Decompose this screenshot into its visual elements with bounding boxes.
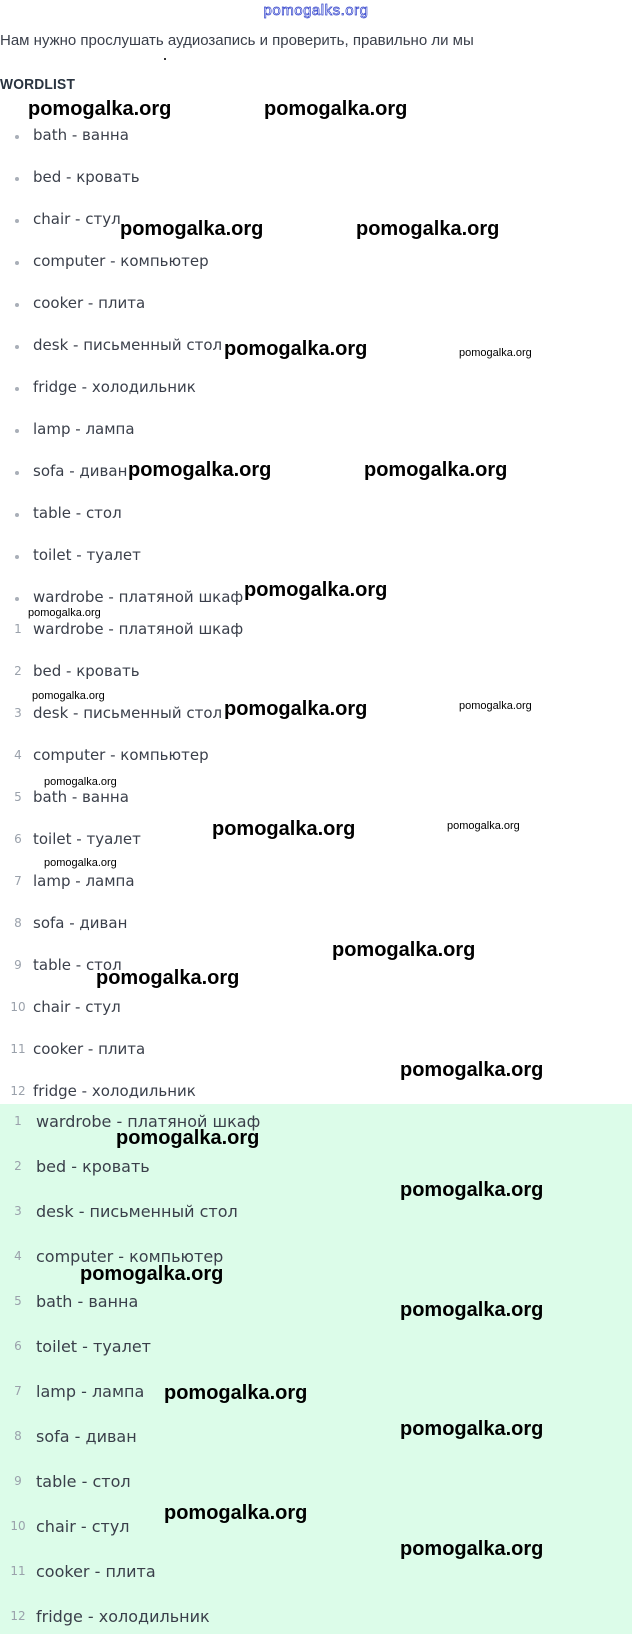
bullet-icon [15, 555, 19, 559]
watermark: pomogalka.org [356, 218, 500, 240]
watermark: pomogalka.org [264, 98, 408, 120]
bullet-icon [15, 387, 19, 391]
watermark: pomogalka.org [447, 820, 520, 832]
bullet-icon [15, 345, 19, 349]
bullet-icon [15, 429, 19, 433]
watermark: pomogalka.org [28, 607, 101, 619]
watermark: pomogalka.org [212, 818, 356, 840]
watermark: pomogalka.org [400, 1538, 544, 1560]
watermark: pomogalka.org [224, 338, 368, 360]
watermark: pomogalka.org [96, 967, 240, 989]
intro-text: Нам нужно прослушать аудиозапись и проверить, правильно ли мы [0, 32, 474, 49]
bullet-icon [15, 471, 19, 475]
watermark: pomogalka.org [400, 1179, 544, 1201]
watermark: pomogalka.org [120, 218, 264, 240]
watermark: pomogalka.org [459, 347, 532, 359]
watermark: pomogalka.org [164, 1502, 308, 1524]
bullet-icon [15, 513, 19, 517]
watermark: pomogalka.org [32, 690, 105, 702]
stray-dot [164, 58, 166, 60]
watermark: pomogalka.org [224, 698, 368, 720]
watermark: pomogalka.org [332, 939, 476, 961]
watermark: pomogalka.org [400, 1059, 544, 1081]
bullet-icon [15, 177, 19, 181]
watermark: pomogalka.org [28, 98, 172, 120]
watermark: pomogalka.org [164, 1382, 308, 1404]
wordlist-heading: WORDLIST [0, 76, 76, 93]
watermark: pomogalka.org [364, 459, 508, 481]
bullet-icon [15, 261, 19, 265]
watermark: pomogalka.org [44, 776, 117, 788]
watermark: pomogalka.org [400, 1299, 544, 1321]
bullet-icon [15, 135, 19, 139]
site-logo[interactable]: pomogalks.org [263, 2, 369, 19]
bullet-icon [15, 597, 19, 601]
watermark: pomogalka.org [459, 700, 532, 712]
answer-panel: 1 wardrobe - платяной шкаф 2 bed - кровать 3 desk - письменный стол 4 computer - компьютер 5 bath - ванна 6 toilet - туалет 7 lamp - лампа 8 sofa - диван 9 table - стол 10 chair - стул 11 cooker - плита 12 fridge - холодильник [0, 1104, 632, 1634]
watermark: pomogalka.org [44, 857, 117, 869]
watermark: pomogalka.org [244, 579, 388, 601]
watermark: pomogalka.org [400, 1418, 544, 1440]
watermark: pomogalka.org [80, 1263, 224, 1285]
watermark: pomogalka.org [116, 1127, 260, 1149]
bullet-icon [15, 219, 19, 223]
watermark: pomogalka.org [128, 459, 272, 481]
bullet-icon [15, 303, 19, 307]
